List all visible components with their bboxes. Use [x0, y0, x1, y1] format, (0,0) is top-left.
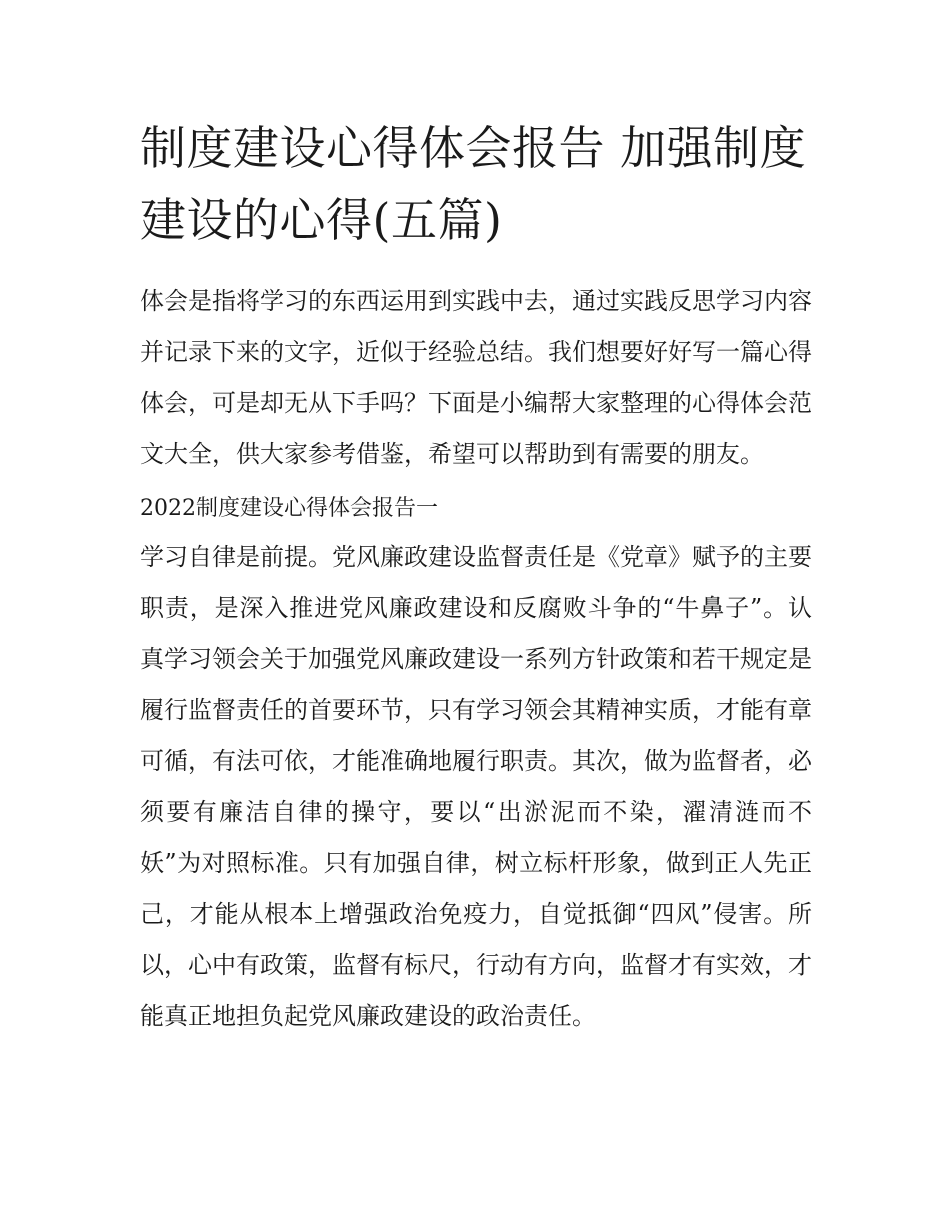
section-body-paragraph: 学习自律是前提。党风廉政建设监督责任是《党章》赋予的主要职责，是深入推进党风廉政建设和反腐败斗争的“牛鼻子”。认真学习领会关于加强党风廉政建设一系列方针政策和若干规定是履行监督责任的首要环节，只有学习领会其精神实质，才能有章可循，有法可依，才能准确地履行职责。其次，做为监督者，必须要有廉洁自律的操守，要以“出淤泥而不染，濯清涟而不妖”为对照标准。只有加强自律，树立标杆形象，做到正人先正己，才能从根本上增强政治免疫力，自觉抵御“四风”侵害。所以，心中有政策，监督有标尺，行动有方向，监督才有实效，才能真正地担负起党风廉政建设的政治责任。 [140, 543, 812, 1030]
intro-paragraph: 体会是指将学习的东西运用到实践中去，通过实践反思学习内容并记录下来的文字，近似于经验总结。我们想要好好写一篇心得体会，可是却无从下手吗？下面是小编帮大家整理的心得体会范文大全，供大家参考借鉴，希望可以帮助到有需要的朋友。 [140, 287, 812, 468]
document-title: 制度建设心得体会报告 加强制度建设的心得(五篇) [140, 121, 807, 247]
section-heading: 2022制度建设心得体会报告一 [140, 496, 438, 521]
document-content [140, 112, 812, 1042]
